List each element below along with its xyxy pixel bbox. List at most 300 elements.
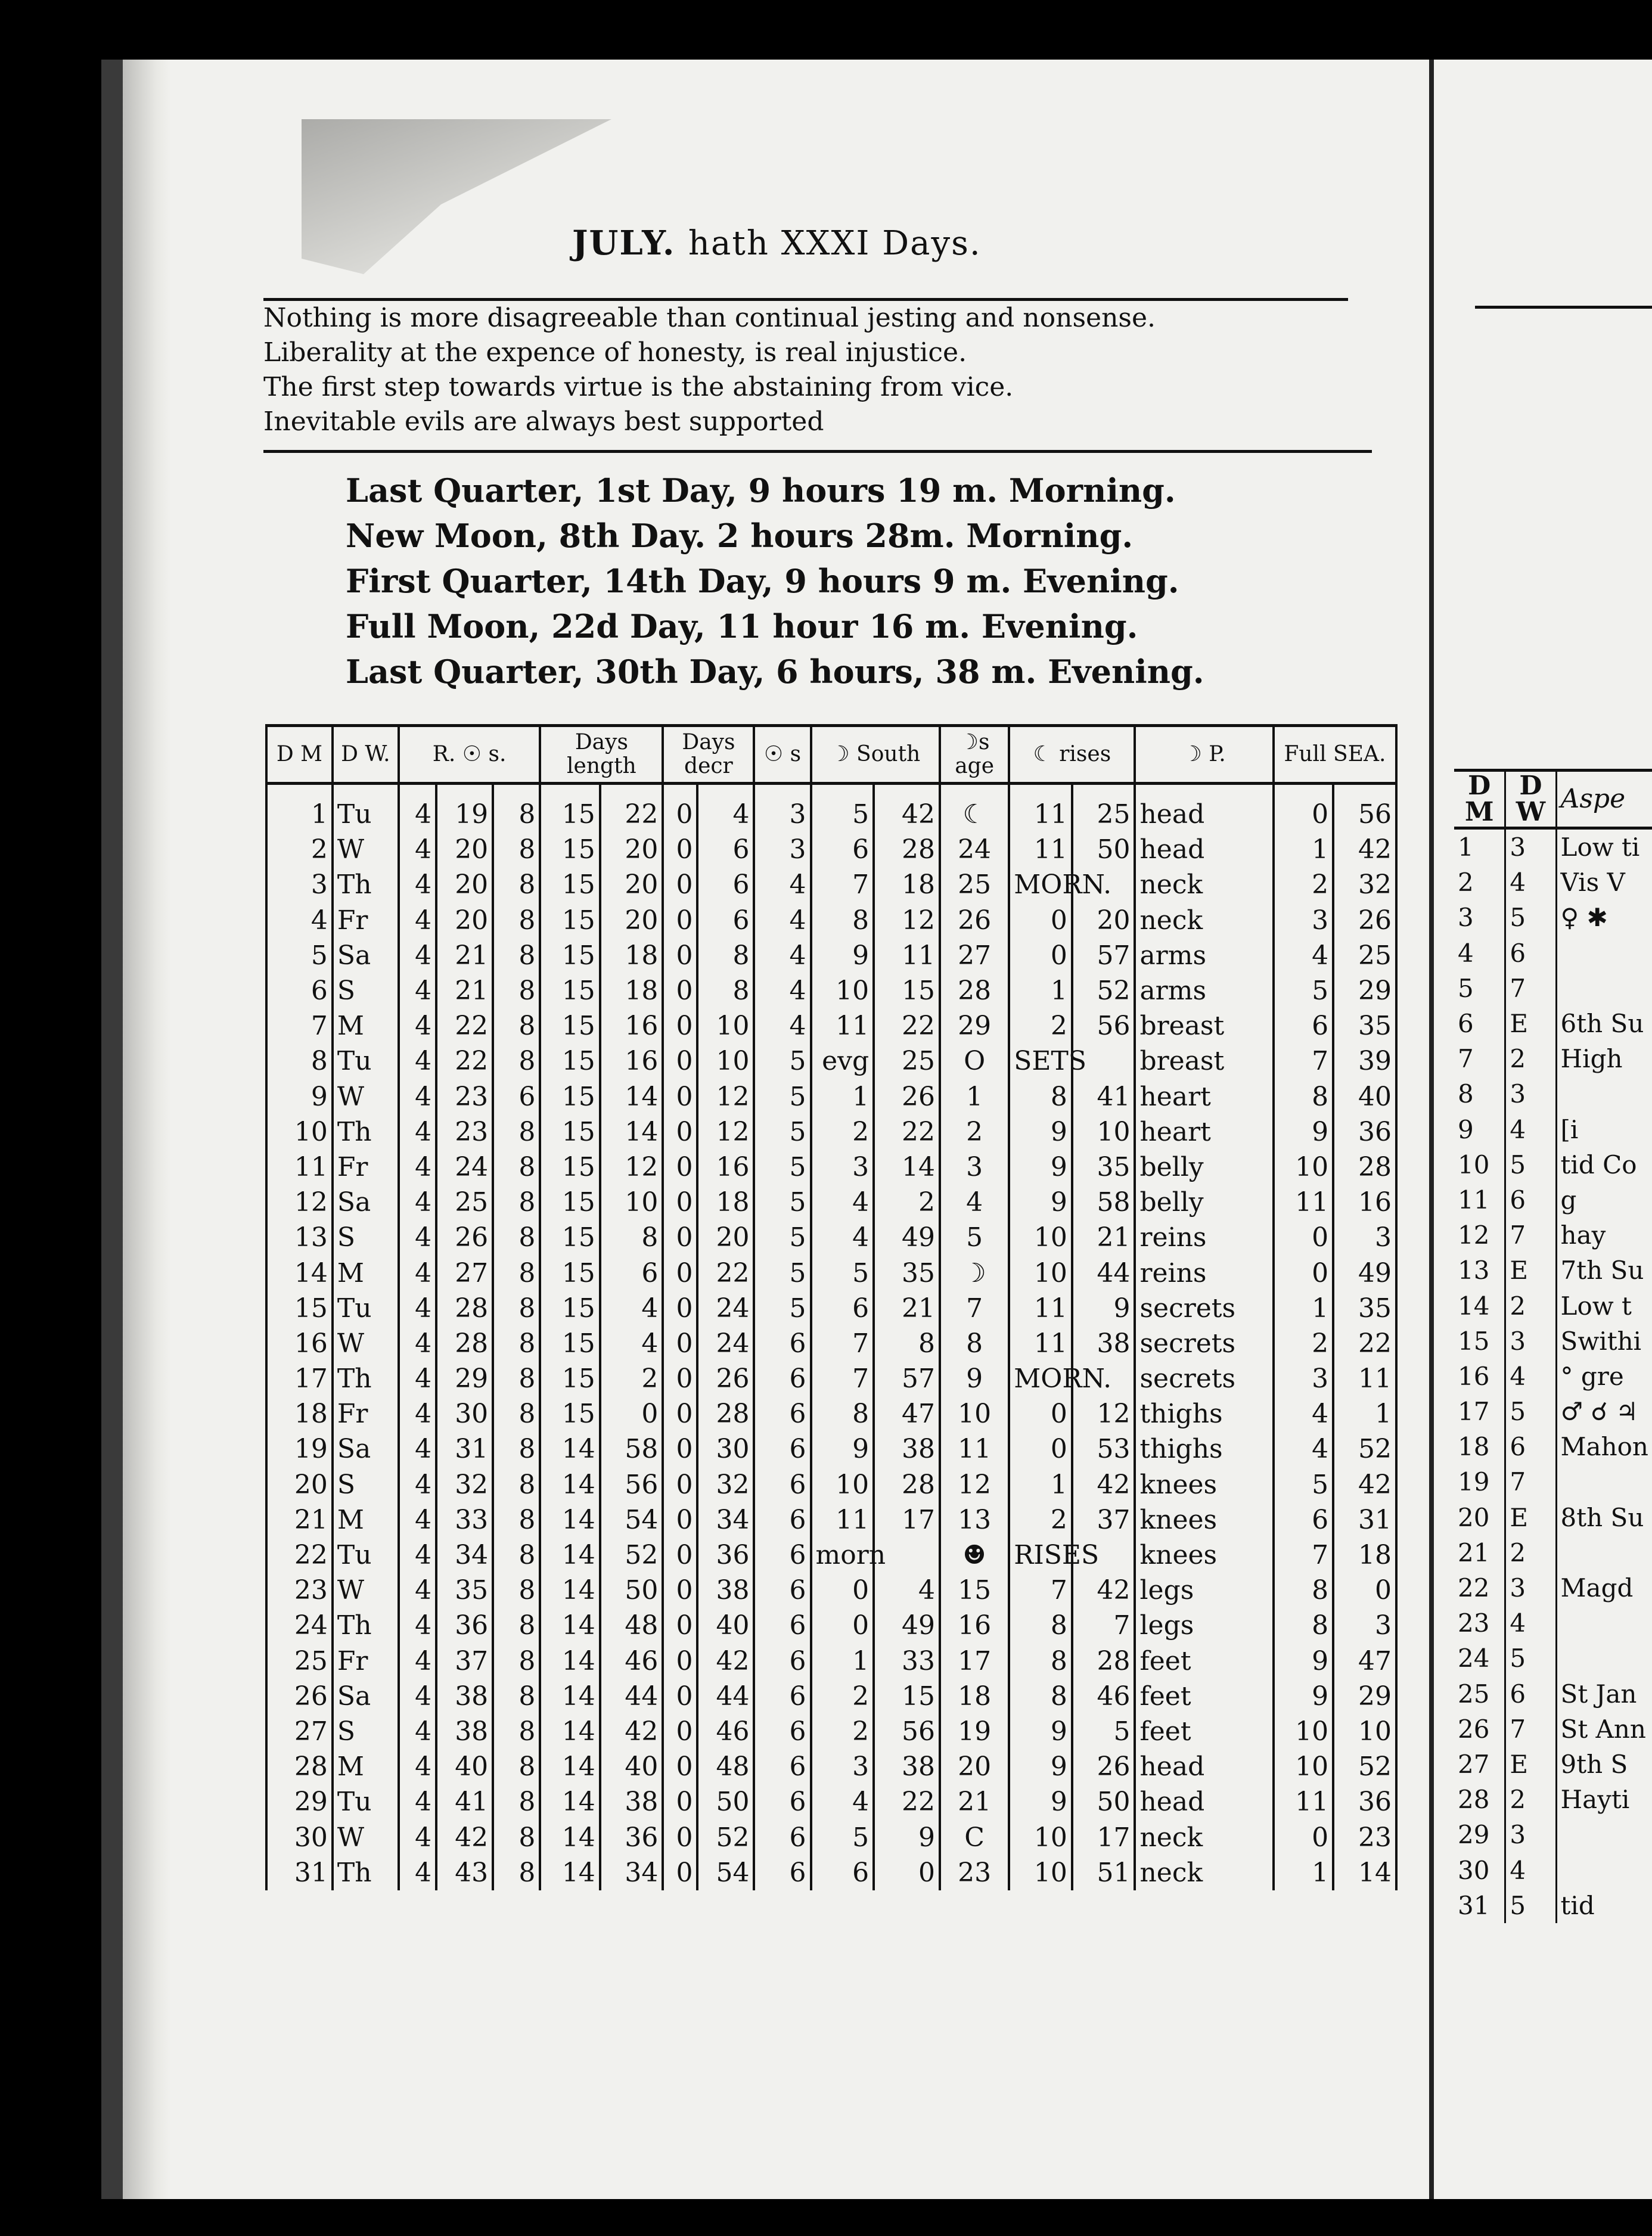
cell-decr-m: 20 [697, 1220, 754, 1255]
cell-moon-age: ☻ [940, 1538, 1009, 1573]
cell-south-m: 8 [874, 1326, 940, 1361]
cell-south-h: 6 [811, 1855, 874, 1890]
cell-decr-m: 50 [697, 1784, 754, 1819]
cell-sun-fast: 6 [754, 1326, 811, 1361]
cell-moon-place: reins [1135, 1255, 1273, 1290]
cell-south-m: 28 [874, 1467, 940, 1502]
cell-rises-h: 8 [1009, 1079, 1072, 1114]
cell-sea-h: 8 [1274, 1573, 1333, 1608]
cell-sun-fast: 6 [754, 1502, 811, 1538]
cell-sea-h: 1 [1274, 1855, 1333, 1890]
header-dw: D W. [333, 726, 399, 784]
cell-day-of-month: 5 [266, 938, 333, 973]
cell-decr-h: 0 [663, 784, 697, 833]
facing-cell-aspect-text [1556, 1535, 1652, 1570]
facing-row [1454, 865, 1652, 900]
cell-day-of-month: 1 [266, 784, 333, 833]
cell-decr-h: 0 [663, 1502, 697, 1538]
cell-rises-h: MORN. [1009, 867, 1072, 902]
cell-sun-rise-m: 19 [436, 784, 493, 833]
facing-cell-day-of-week: E [1505, 1500, 1556, 1535]
facing-row [1454, 1464, 1652, 1499]
cell-south-m: 25 [874, 1044, 940, 1079]
cell-sun-rise-m: 26 [436, 1220, 493, 1255]
cell-sea-h: 0 [1274, 784, 1333, 833]
cell-decr-h: 0 [663, 832, 697, 867]
cell-moon-age: 17 [940, 1644, 1009, 1679]
cell-sea-m: 42 [1333, 1467, 1396, 1502]
cell-sun-fast: 6 [754, 1714, 811, 1749]
cell-sea-h: 3 [1274, 1361, 1333, 1396]
cell-decr-h: 0 [663, 1714, 697, 1749]
cell-sun-set-h: 8 [493, 1008, 540, 1044]
cell-south-m: 14 [874, 1150, 940, 1185]
facing-cell-day-of-week: 3 [1505, 1817, 1556, 1852]
facing-cell-day-of-month: 24 [1454, 1641, 1505, 1676]
cell-sun-rise-h: 4 [399, 1291, 436, 1326]
cell-decr-h: 0 [663, 1044, 697, 1079]
cell-sea-h: 10 [1274, 1714, 1333, 1749]
cell-length-h: 14 [540, 1573, 600, 1608]
header-days-decr: Days decr [663, 726, 754, 784]
facing-row [1454, 1076, 1652, 1111]
facing-table [1454, 769, 1652, 1923]
cell-sea-h: 5 [1274, 1467, 1333, 1502]
facing-cell-day-of-month: 31 [1454, 1888, 1505, 1923]
table-row [266, 1291, 1396, 1326]
facing-cell-aspect-text: St Jan [1560, 1679, 1637, 1709]
cell-sun-fast: 6 [754, 1573, 811, 1608]
cell-rises-m: 9 [1072, 1291, 1135, 1326]
cell-length-h: 14 [540, 1644, 600, 1679]
cell-sea-m: 32 [1333, 867, 1396, 902]
facing-header-dm: D M [1454, 771, 1505, 828]
facing-cell-day-of-month: 30 [1454, 1852, 1505, 1887]
cell-sea-h: 1 [1274, 1291, 1333, 1326]
cell-rises-h: 0 [1009, 903, 1072, 938]
cell-south-m: 22 [874, 1784, 940, 1819]
cell-sun-fast: 6 [754, 1396, 811, 1431]
facing-row [1454, 1570, 1652, 1605]
cell-sun-rise-h: 4 [399, 1784, 436, 1819]
facing-cell-day-of-week: 7 [1505, 1218, 1556, 1253]
cell-sun-rise-m: 23 [436, 1079, 493, 1114]
header-days-length: Days length [540, 726, 663, 784]
cell-sea-h: 9 [1274, 1679, 1333, 1714]
cell-south-m: 35 [874, 1255, 940, 1290]
facing-cell-day-of-month: 1 [1454, 828, 1505, 865]
cell-moon-age: 27 [940, 938, 1009, 973]
cell-sea-m: 56 [1333, 784, 1396, 833]
cell-moon-place: neck [1135, 1855, 1273, 1890]
facing-cell-day-of-week: 7 [1505, 971, 1556, 1006]
cell-sun-fast: 5 [754, 1150, 811, 1185]
table-row [266, 832, 1396, 867]
cell-moon-age: 9 [940, 1361, 1009, 1396]
facing-row [1454, 1852, 1652, 1887]
cell-decr-h: 0 [663, 1114, 697, 1150]
cell-sun-rise-m: 36 [436, 1608, 493, 1643]
facing-divider [1475, 306, 1652, 309]
table-row [266, 1784, 1396, 1819]
cell-moon-place: legs [1135, 1608, 1273, 1643]
cell-sun-rise-m: 24 [436, 1150, 493, 1185]
cell-sun-rise-m: 23 [436, 1114, 493, 1150]
cell-length-m: 40 [600, 1749, 663, 1784]
cell-sea-h: 11 [1274, 1784, 1333, 1819]
cell-south-m: 12 [874, 903, 940, 938]
cell-decr-m: 48 [697, 1749, 754, 1784]
cell-rises-m: 5 [1072, 1714, 1135, 1749]
cell-rises-m: 51 [1072, 1855, 1135, 1890]
cell-sun-fast: 6 [754, 1608, 811, 1643]
cell-sun-fast: 6 [754, 1855, 811, 1890]
cell-day-of-month: 28 [266, 1749, 333, 1784]
cell-moon-age: ☾ [940, 784, 1009, 833]
cell-decr-h: 0 [663, 1291, 697, 1326]
cell-south-m: 57 [874, 1361, 940, 1396]
cell-sun-set-h: 8 [493, 1608, 540, 1643]
cell-day-of-month: 19 [266, 1431, 333, 1467]
cell-length-h: 14 [540, 1855, 600, 1890]
cell-day-of-week: Sa [333, 1185, 399, 1220]
cell-sun-rise-m: 30 [436, 1396, 493, 1431]
cell-south-m: 38 [874, 1431, 940, 1467]
cell-sun-fast: 6 [754, 1361, 811, 1396]
cell-sun-set-h: 8 [493, 1714, 540, 1749]
cell-sun-set-h: 8 [493, 1784, 540, 1819]
facing-cell-day-of-week: E [1505, 1006, 1556, 1041]
cell-sea-m: 28 [1333, 1150, 1396, 1185]
cell-length-h: 15 [540, 1079, 600, 1114]
cell-rises-m: 26 [1072, 1749, 1135, 1784]
cell-rises-m: 38 [1072, 1326, 1135, 1361]
cell-south-h: 5 [811, 1255, 874, 1290]
cell-rises-m: 57 [1072, 938, 1135, 973]
phase-line: Last Quarter, 30th Day, 6 hours, 38 m. Evening. [346, 653, 1204, 691]
facing-cell-day-of-week: 5 [1505, 1641, 1556, 1676]
cell-decr-h: 0 [663, 1819, 697, 1855]
cell-decr-h: 0 [663, 1749, 697, 1784]
cell-sea-h: 9 [1274, 1114, 1333, 1150]
cell-south-h: 1 [811, 1644, 874, 1679]
cell-sea-h: 0 [1274, 1819, 1333, 1855]
facing-row [1454, 1782, 1652, 1817]
facing-cell-day-of-month: 19 [1454, 1464, 1505, 1499]
facing-cell-day-of-week: 6 [1505, 1676, 1556, 1712]
cell-sun-rise-m: 40 [436, 1749, 493, 1784]
cell-sea-m: 40 [1333, 1079, 1396, 1114]
cell-south-h: 10 [811, 973, 874, 1008]
cell-sea-h: 2 [1274, 1326, 1333, 1361]
cell-sea-h: 7 [1274, 1538, 1333, 1573]
cell-decr-m: 6 [697, 832, 754, 867]
cell-decr-h: 0 [663, 1467, 697, 1502]
table-row [266, 903, 1396, 938]
cell-moon-age: 20 [940, 1749, 1009, 1784]
cell-south-h: 4 [811, 1185, 874, 1220]
cell-sun-rise-h: 4 [399, 1220, 436, 1255]
cell-decr-h: 0 [663, 903, 697, 938]
facing-cell-day-of-month: 22 [1454, 1570, 1505, 1605]
cell-sun-set-h: 8 [493, 1502, 540, 1538]
table-row [266, 1502, 1396, 1538]
cell-south-m: 15 [874, 1679, 940, 1714]
cell-decr-m: 46 [697, 1714, 754, 1749]
header-moon-age: ☽s age [940, 726, 1009, 784]
facing-cell-day-of-month: 27 [1454, 1747, 1505, 1782]
cell-south-h: 6 [811, 1291, 874, 1326]
cell-sun-rise-h: 4 [399, 1467, 436, 1502]
cell-length-h: 15 [540, 1291, 600, 1326]
cell-length-m: 52 [600, 1538, 663, 1573]
cell-rises-h: 9 [1009, 1784, 1072, 1819]
cell-south-h: 3 [811, 1150, 874, 1185]
cell-decr-h: 0 [663, 1644, 697, 1679]
cell-sun-set-h: 8 [493, 784, 540, 833]
facing-row [1454, 1747, 1652, 1782]
cell-sun-fast: 3 [754, 784, 811, 833]
cell-moon-place: feet [1135, 1644, 1273, 1679]
table-row [266, 973, 1396, 1008]
table-row [266, 867, 1396, 902]
cell-decr-h: 0 [663, 1361, 697, 1396]
cell-rises-h: 9 [1009, 1185, 1072, 1220]
table-row [266, 1467, 1396, 1502]
cell-decr-m: 40 [697, 1608, 754, 1643]
facing-cell-aspect-text: [i [1560, 1114, 1579, 1144]
cell-day-of-month: 26 [266, 1679, 333, 1714]
facing-cell-day-of-week: 6 [1505, 1182, 1556, 1218]
facing-cell-aspect-text: St Ann [1560, 1714, 1646, 1744]
cell-sea-m: 23 [1333, 1819, 1396, 1855]
cell-decr-m: 34 [697, 1502, 754, 1538]
cell-sea-m: 14 [1333, 1855, 1396, 1890]
cell-sun-fast: 4 [754, 1008, 811, 1044]
cell-sea-m: 1 [1333, 1396, 1396, 1431]
cell-day-of-week: Th [333, 1855, 399, 1890]
header-sun-rise-set: R. ☉ s. [399, 726, 541, 784]
cell-moon-age: 4 [940, 1185, 1009, 1220]
table-row [266, 1819, 1396, 1855]
facing-cell-aspect-text [1556, 1464, 1652, 1499]
cell-decr-m: 10 [697, 1008, 754, 1044]
cell-day-of-month: 10 [266, 1114, 333, 1150]
cell-south-m: 0 [874, 1855, 940, 1890]
facing-cell-day-of-week: 2 [1505, 1041, 1556, 1076]
cell-decr-h: 0 [663, 1431, 697, 1467]
facing-cell-day-of-month: 29 [1454, 1817, 1505, 1852]
cell-day-of-month: 6 [266, 973, 333, 1008]
facing-cell-day-of-week: E [1505, 1253, 1556, 1288]
proverb-line: Nothing is more disagreeable than continual jesting and nonsense. [263, 303, 1156, 333]
cell-decr-m: 18 [697, 1185, 754, 1220]
cell-moon-age: 28 [940, 973, 1009, 1008]
cell-length-m: 20 [600, 832, 663, 867]
cell-sea-m: 18 [1333, 1538, 1396, 1573]
cell-south-h: 8 [811, 903, 874, 938]
cell-south-m: 42 [874, 784, 940, 833]
table-row [266, 1714, 1396, 1749]
facing-cell-day-of-month: 16 [1454, 1359, 1505, 1394]
cell-rises-h: SETS [1009, 1044, 1072, 1079]
facing-row [1454, 1641, 1652, 1676]
phase-line: Last Quarter, 1st Day, 9 hours 19 m. Morning. [346, 471, 1176, 510]
facing-cell-day-of-month: 20 [1454, 1500, 1505, 1535]
cell-moon-place: head [1135, 1784, 1273, 1819]
cell-south-m: 28 [874, 832, 940, 867]
cell-moon-age: 2 [940, 1114, 1009, 1150]
cell-moon-age: 13 [940, 1502, 1009, 1538]
cell-moon-place: secrets [1135, 1326, 1273, 1361]
cell-sun-rise-m: 38 [436, 1714, 493, 1749]
facing-cell-day-of-week: 3 [1505, 1324, 1556, 1359]
cell-sea-m: 0 [1333, 1573, 1396, 1608]
cell-moon-age: 16 [940, 1608, 1009, 1643]
table-row [266, 1573, 1396, 1608]
table-header [266, 726, 1396, 784]
cell-decr-h: 0 [663, 1855, 697, 1890]
cell-moon-place: head [1135, 784, 1273, 833]
cell-rises-h: 11 [1009, 1326, 1072, 1361]
cell-sea-h: 8 [1274, 1608, 1333, 1643]
cell-rises-m: 44 [1072, 1255, 1135, 1290]
cell-sun-fast: 6 [754, 1467, 811, 1502]
facing-cell-day-of-week: 5 [1505, 1147, 1556, 1182]
cell-day-of-week: Sa [333, 1679, 399, 1714]
cell-rises-m: 42 [1072, 1467, 1135, 1502]
cell-day-of-week: Th [333, 1361, 399, 1396]
cell-decr-m: 28 [697, 1396, 754, 1431]
table-row [266, 1044, 1396, 1079]
cell-sun-rise-h: 4 [399, 1608, 436, 1643]
cell-moon-age: 7 [940, 1291, 1009, 1326]
cell-south-m: 22 [874, 1008, 940, 1044]
cell-sun-rise-m: 22 [436, 1044, 493, 1079]
cell-decr-m: 6 [697, 903, 754, 938]
cell-sun-rise-m: 35 [436, 1573, 493, 1608]
cell-moon-place: arms [1135, 938, 1273, 973]
cell-sea-m: 47 [1333, 1644, 1396, 1679]
facing-cell-aspect-text: tid Co [1560, 1150, 1637, 1179]
table-row [266, 1644, 1396, 1679]
cell-sun-set-h: 8 [493, 1644, 540, 1679]
cell-sun-rise-m: 21 [436, 938, 493, 973]
cell-decr-h: 0 [663, 1573, 697, 1608]
cell-sun-rise-m: 22 [436, 1008, 493, 1044]
table-row [266, 1749, 1396, 1784]
cell-day-of-month: 2 [266, 832, 333, 867]
facing-cell-aspect-text [1556, 971, 1652, 1006]
facing-row [1454, 1535, 1652, 1570]
cell-moon-age: O [940, 1044, 1009, 1079]
cell-sun-fast: 5 [754, 1220, 811, 1255]
cell-rises-m: 12 [1072, 1396, 1135, 1431]
cell-length-m: 58 [600, 1431, 663, 1467]
cell-moon-age: 24 [940, 832, 1009, 867]
cell-sun-fast: 5 [754, 1079, 811, 1114]
cell-day-of-month: 22 [266, 1538, 333, 1573]
cell-length-m: 14 [600, 1079, 663, 1114]
cell-decr-h: 0 [663, 1326, 697, 1361]
facing-cell-day-of-week: E [1505, 1747, 1556, 1782]
cell-decr-m: 52 [697, 1819, 754, 1855]
cell-rises-m: 35 [1072, 1150, 1135, 1185]
cell-moon-age: ☽ [940, 1255, 1009, 1290]
cell-south-m: 47 [874, 1396, 940, 1431]
cell-length-h: 15 [540, 903, 600, 938]
cell-sun-rise-h: 4 [399, 1185, 436, 1220]
cell-length-h: 15 [540, 1114, 600, 1150]
table-row [266, 1431, 1396, 1467]
cell-day-of-week: W [333, 1573, 399, 1608]
cell-rises-m: 28 [1072, 1644, 1135, 1679]
cell-moon-place: breast [1135, 1008, 1273, 1044]
cell-day-of-week: M [333, 1255, 399, 1290]
cell-day-of-month: 14 [266, 1255, 333, 1290]
cell-south-m: 38 [874, 1749, 940, 1784]
cell-sun-fast: 5 [754, 1044, 811, 1079]
facing-cell-day-of-month: 6 [1454, 1006, 1505, 1041]
cell-sea-h: 4 [1274, 1431, 1333, 1467]
facing-cell-aspect-text: hay [1560, 1221, 1606, 1250]
facing-cell-aspect-text: 6th Su [1560, 1009, 1644, 1039]
cell-sea-m: 36 [1333, 1784, 1396, 1819]
cell-sun-rise-h: 4 [399, 938, 436, 973]
cell-moon-place: belly [1135, 1150, 1273, 1185]
cell-rises-h: 10 [1009, 1220, 1072, 1255]
cell-decr-m: 36 [697, 1538, 754, 1573]
cell-sea-h: 4 [1274, 938, 1333, 973]
facing-cell-day-of-week: 4 [1505, 1605, 1556, 1641]
cell-sun-set-h: 8 [493, 1749, 540, 1784]
cell-south-h: 7 [811, 1361, 874, 1396]
cell-day-of-week: W [333, 832, 399, 867]
moon-phases [346, 468, 1204, 694]
cell-sun-rise-m: 31 [436, 1431, 493, 1467]
torn-corner [302, 119, 611, 274]
cell-length-h: 15 [540, 784, 600, 833]
cell-south-m: 18 [874, 867, 940, 902]
cell-south-m: 2 [874, 1185, 940, 1220]
facing-cell-aspect-text [1556, 1852, 1652, 1887]
cell-length-m: 10 [600, 1185, 663, 1220]
cell-sea-m: 31 [1333, 1502, 1396, 1538]
cell-sun-rise-h: 4 [399, 1431, 436, 1467]
cell-sun-rise-h: 4 [399, 1679, 436, 1714]
cell-sun-rise-h: 4 [399, 1361, 436, 1396]
page-title [572, 223, 982, 263]
cell-day-of-week: Fr [333, 903, 399, 938]
phase-line: Full Moon, 22d Day, 11 hour 16 m. Evening. [346, 607, 1138, 645]
cell-decr-m: 10 [697, 1044, 754, 1079]
cell-rises-h: 10 [1009, 1819, 1072, 1855]
cell-decr-h: 0 [663, 1784, 697, 1819]
header-dm: D M [266, 726, 333, 784]
cell-length-h: 15 [540, 938, 600, 973]
facing-cell-day-of-month: 25 [1454, 1676, 1505, 1712]
cell-rises-m: 50 [1072, 832, 1135, 867]
cell-day-of-week: W [333, 1326, 399, 1361]
cell-south-m: 56 [874, 1714, 940, 1749]
cell-sun-set-h: 8 [493, 1819, 540, 1855]
cell-length-h: 15 [540, 1361, 600, 1396]
cell-sea-m: 52 [1333, 1431, 1396, 1467]
cell-sea-m: 3 [1333, 1220, 1396, 1255]
header-sun-m: ☉ s [754, 726, 811, 784]
cell-sun-rise-m: 20 [436, 867, 493, 902]
facing-cell-aspect-text [1556, 1076, 1652, 1111]
